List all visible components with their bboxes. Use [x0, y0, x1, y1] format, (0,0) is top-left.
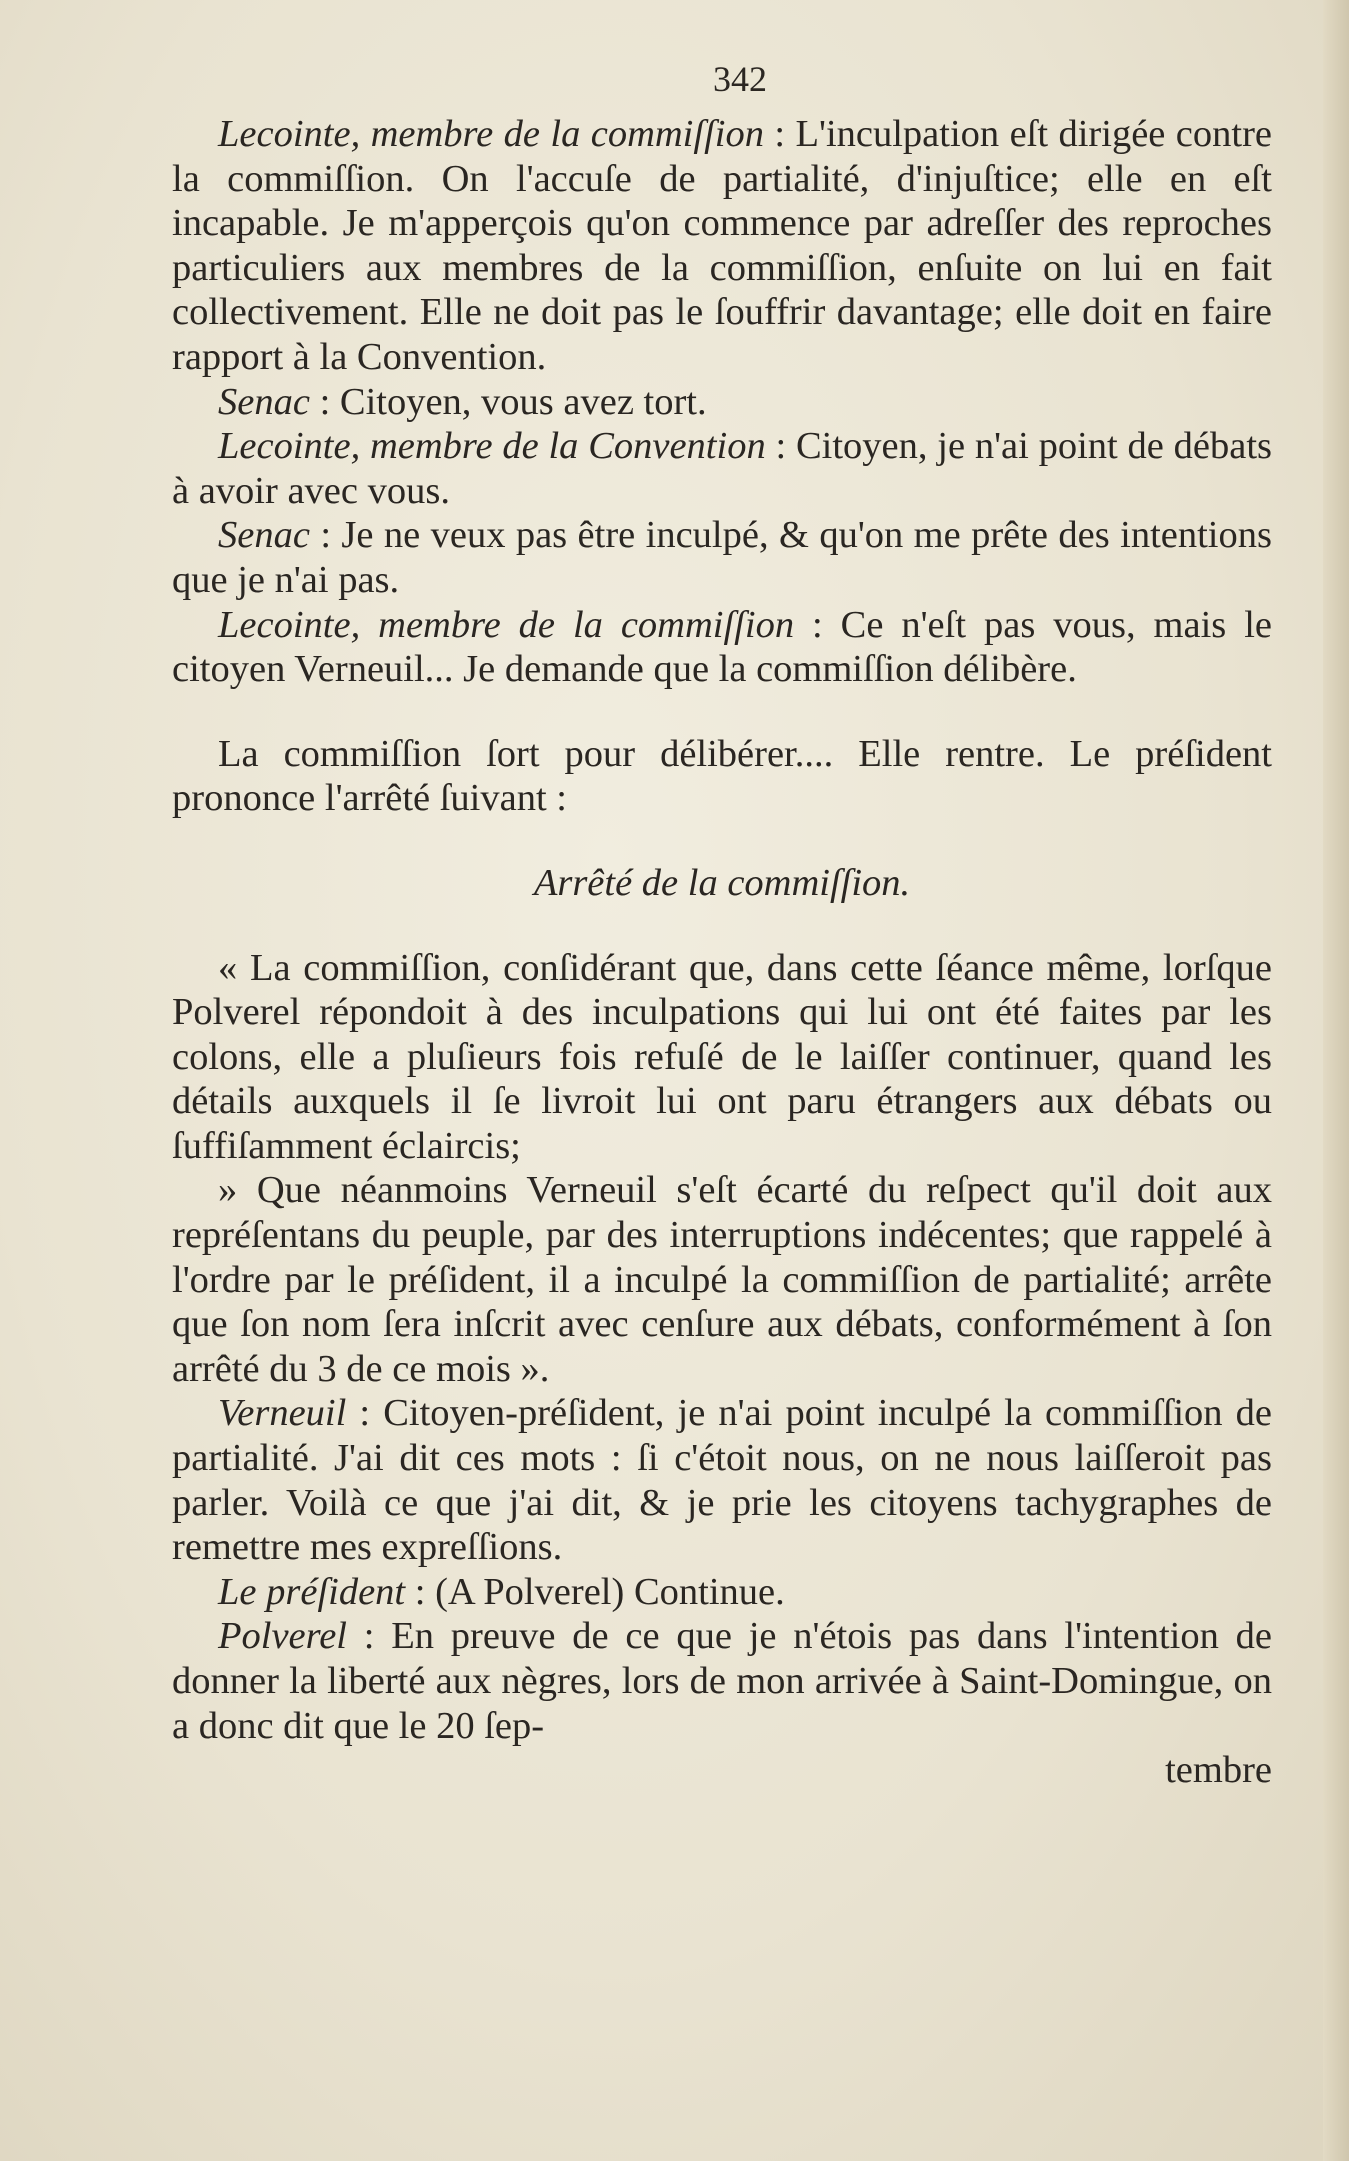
speaker: Le préſident — [218, 1570, 406, 1613]
speech: : En preuve de ce que je n'étois pas dans l'intention de donner la liberté aux nègres, lors de mon arrivée à Saint-Domingue, on a donc dit que le 20 ſep- — [172, 1615, 1272, 1747]
speaker: Lecointe, membre de la commiſſion — [218, 113, 764, 155]
decree-paragraph: » Que néanmoins Verneuil s'eſt écarté du reſpect qu'il doit aux repréſentans du peuple, par des interruptions indécentes; que rappelé à l'ordre par le préſident, il a inculpé la commiſſion de partialité; arrête que ſon nom ſera inſcrit avec cenſure aux débats, conformément à ſon arrêté du 3 de ce mois ». — [172, 1169, 1272, 1390]
decree-paragraph: « La commiſſion, conſidérant que, dans cette ſéance même, lorſque Polverel répondoit à des inculpations qui lui ont été faites par les colons, elle a pluſieurs fois refuſé de le laiſſer continuer, quand les détails auxquels il ſe livroit lui ont paru étrangers aux débats ou ſuffiſamment éclaircis; — [172, 946, 1272, 1167]
speech: : Citoyen, vous avez tort. — [309, 380, 707, 423]
speaker: Senac — [218, 380, 310, 423]
page-edge — [1323, 0, 1349, 2161]
paragraph — [172, 112, 1272, 380]
speech: : L'inculpation eſt dirigée contre la commiſſion. On l'accuſe de partialité, d'injuſtice; elle en eſt incapable. Je m'apperçois qu'on commence par adreſſer des reproches particuliers aux membres de la commiſſion, enſuite on lui en fait collectivement. Elle ne doit pas le ſouffrir davantage; elle doit en faire rapport à la Convention. — [172, 113, 1272, 378]
paragraph — [172, 513, 1272, 602]
speaker: Polverel — [218, 1615, 347, 1658]
speaker: Lecointe, membre de la Convention — [218, 425, 766, 468]
speech: : Citoyen-préſident, je n'ai point inculpé la commiſſion de partialité. J'ai dit ces mots : ſi c'étoit nous, on ne nous laiſſeroit pas parler. Voilà ce que j'ai dit, & je prie les citoyens tachygraphes de remettre mes expreſſions. — [172, 1392, 1272, 1569]
paragraph — [172, 1614, 1272, 1748]
speech: : Citoyen, je n'ai point de débats à avoir avec vous. — [172, 425, 1272, 512]
narration-text: La commiſſion ſort pour délibérer.... Elle rentre. Le préſident prononce l'arrêté ſuivant : — [172, 732, 1272, 820]
speech: : Je ne veux pas être inculpé, & qu'on me prête des intentions que je n'ai pas. — [172, 514, 1272, 601]
speech: : Ce n'eſt pas vous, mais le citoyen Verneuil... Je demande que la commiſſion délibère. — [172, 603, 1272, 691]
speech: : (A Polverel) Continue. — [405, 1570, 785, 1613]
speaker: Senac — [218, 514, 310, 557]
speaker: Lecointe, membre de la commiſſion — [218, 603, 795, 646]
paragraph — [172, 380, 1272, 425]
speaker: Verneuil — [218, 1392, 347, 1435]
catchword: tembre — [1165, 1749, 1272, 1792]
paragraph — [172, 1391, 1272, 1569]
page-number: 342 — [713, 59, 767, 99]
narration — [172, 732, 1272, 821]
body-text — [172, 112, 1272, 1793]
decree-heading: Arrêté de la commiſſion. — [533, 861, 911, 904]
paragraph — [172, 1570, 1272, 1615]
paragraph — [172, 424, 1272, 513]
paragraph — [172, 603, 1272, 692]
